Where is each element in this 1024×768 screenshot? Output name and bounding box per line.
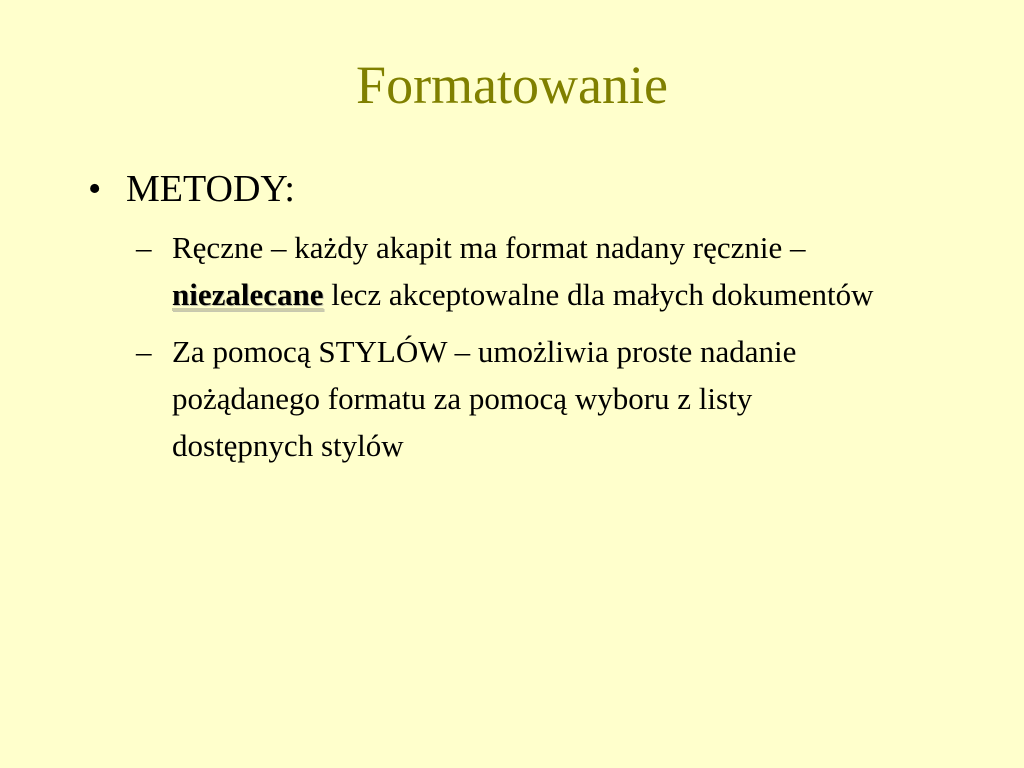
sub-bullet-styles-text: Za pomocą STYLÓW – umożliwia proste nadanie pożądanego formatu za pomocą wyboru z listy dostępnych stylów: [172, 334, 797, 463]
sub-bullet-manual-text-before: Ręczne – każdy akapit ma format nadany ręcznie –: [172, 230, 806, 265]
sub-bullet-list: [136, 224, 948, 469]
slide-title: Formatowanie: [356, 55, 668, 115]
bullet-methods: [88, 164, 948, 214]
sub-bullet-marker: –: [136, 334, 152, 369]
sub-bullet-styles: [136, 328, 892, 469]
sub-bullet-manual-emphasis: niezalecane: [172, 277, 324, 312]
slide-content: [88, 164, 948, 479]
bullet-methods-text: METODY:: [126, 168, 295, 210]
bullet-marker: •: [88, 168, 102, 210]
sub-bullet-marker: –: [136, 230, 152, 265]
sub-bullet-manual-text-after: lecz akceptowalne dla małych dokumentów: [323, 277, 874, 312]
sub-bullet-manual: [136, 224, 892, 318]
